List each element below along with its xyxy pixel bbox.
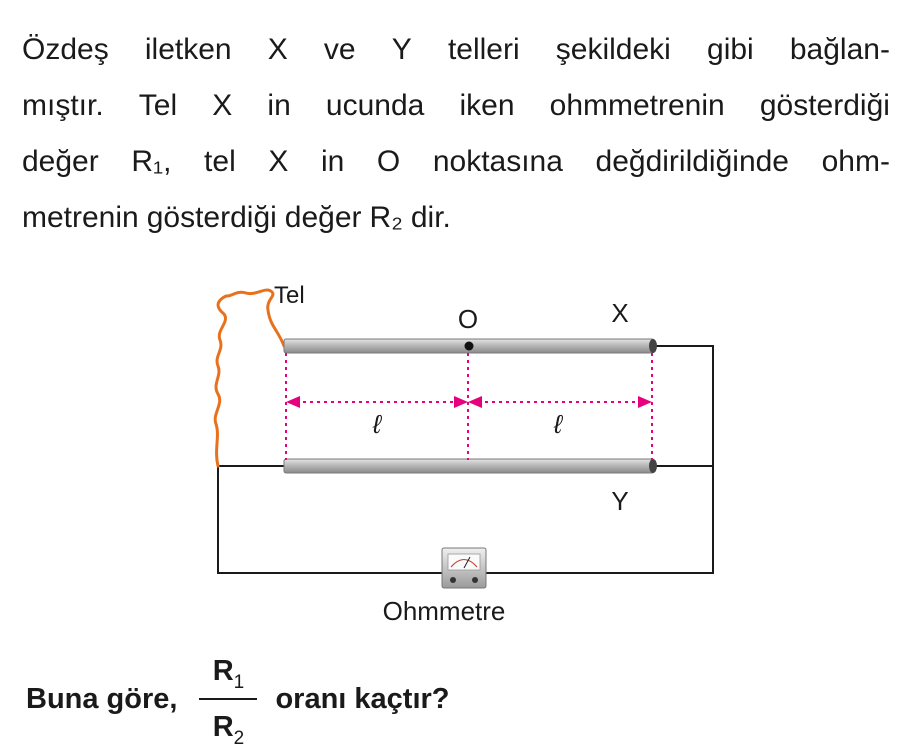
circuit-diagram (0, 270, 909, 640)
numerator-subscript: 1 (233, 672, 245, 693)
word: in (267, 89, 291, 122)
arrowhead (286, 396, 300, 408)
problem-line-3 (22, 134, 890, 190)
label-length-left: ℓ (372, 409, 382, 439)
word: tel (204, 145, 236, 178)
problem-line-2 (22, 78, 890, 134)
fraction-denominator (213, 705, 245, 749)
problem-text (22, 22, 890, 246)
problem-line-4 (22, 190, 890, 246)
word: noktasına (432, 145, 563, 178)
word: dir. (410, 201, 451, 234)
word: gibi (707, 33, 754, 66)
point-o-dot (465, 342, 474, 351)
word: ohm- (821, 145, 890, 178)
word: telleri (447, 33, 520, 66)
question-prefix: Buna göre, (26, 682, 178, 715)
word: değdirildiğinde (595, 145, 789, 178)
word: mıştır. (22, 89, 104, 122)
word: X (212, 89, 233, 122)
word: X (267, 33, 288, 66)
word: iken (459, 89, 515, 122)
dimension-markers (286, 353, 652, 460)
wire-x-right (652, 346, 713, 466)
denominator-letter: R (212, 711, 234, 743)
word: değer (284, 201, 362, 234)
word: ohmmetrenin (549, 89, 725, 122)
rod-y (284, 459, 657, 473)
word: gösterdiği (759, 89, 890, 122)
label-o: O (457, 304, 479, 334)
word: ucunda (325, 89, 425, 122)
word: R₁, (131, 145, 172, 178)
word: in (320, 145, 345, 178)
ratio-fraction (199, 649, 257, 749)
arrowhead (454, 396, 468, 408)
numerator-letter: R (212, 655, 234, 687)
fraction-numerator (213, 649, 245, 693)
word: Özdeş (22, 33, 109, 66)
arrowhead (468, 396, 482, 408)
ohmmeter-icon (442, 548, 486, 588)
word: O (376, 145, 401, 178)
word: bağlan- (789, 33, 890, 66)
word: R₂ (369, 201, 403, 234)
word: gösterdiği (146, 201, 277, 234)
word: X (268, 145, 289, 178)
word: ve (323, 33, 356, 66)
tel-wire (215, 290, 284, 466)
label-tel: Tel (274, 282, 305, 309)
fraction-bar (199, 698, 257, 700)
word: şekildeki (555, 33, 671, 66)
word: iletken (144, 33, 232, 66)
label-ohmmetre: Ohmmetre (382, 596, 506, 626)
word: Y (391, 33, 412, 66)
label-length-right: ℓ (553, 409, 563, 439)
word: Tel (138, 89, 178, 122)
denominator-subscript: 2 (233, 728, 245, 749)
arrowhead (638, 396, 652, 408)
question-suffix: oranı kaçtır? (275, 682, 450, 715)
label-x: X (611, 298, 629, 328)
word: değer (22, 145, 99, 178)
label-y: Y (611, 486, 629, 516)
word: metrenin (22, 201, 139, 234)
question (26, 645, 450, 753)
problem-line-1 (22, 22, 890, 78)
